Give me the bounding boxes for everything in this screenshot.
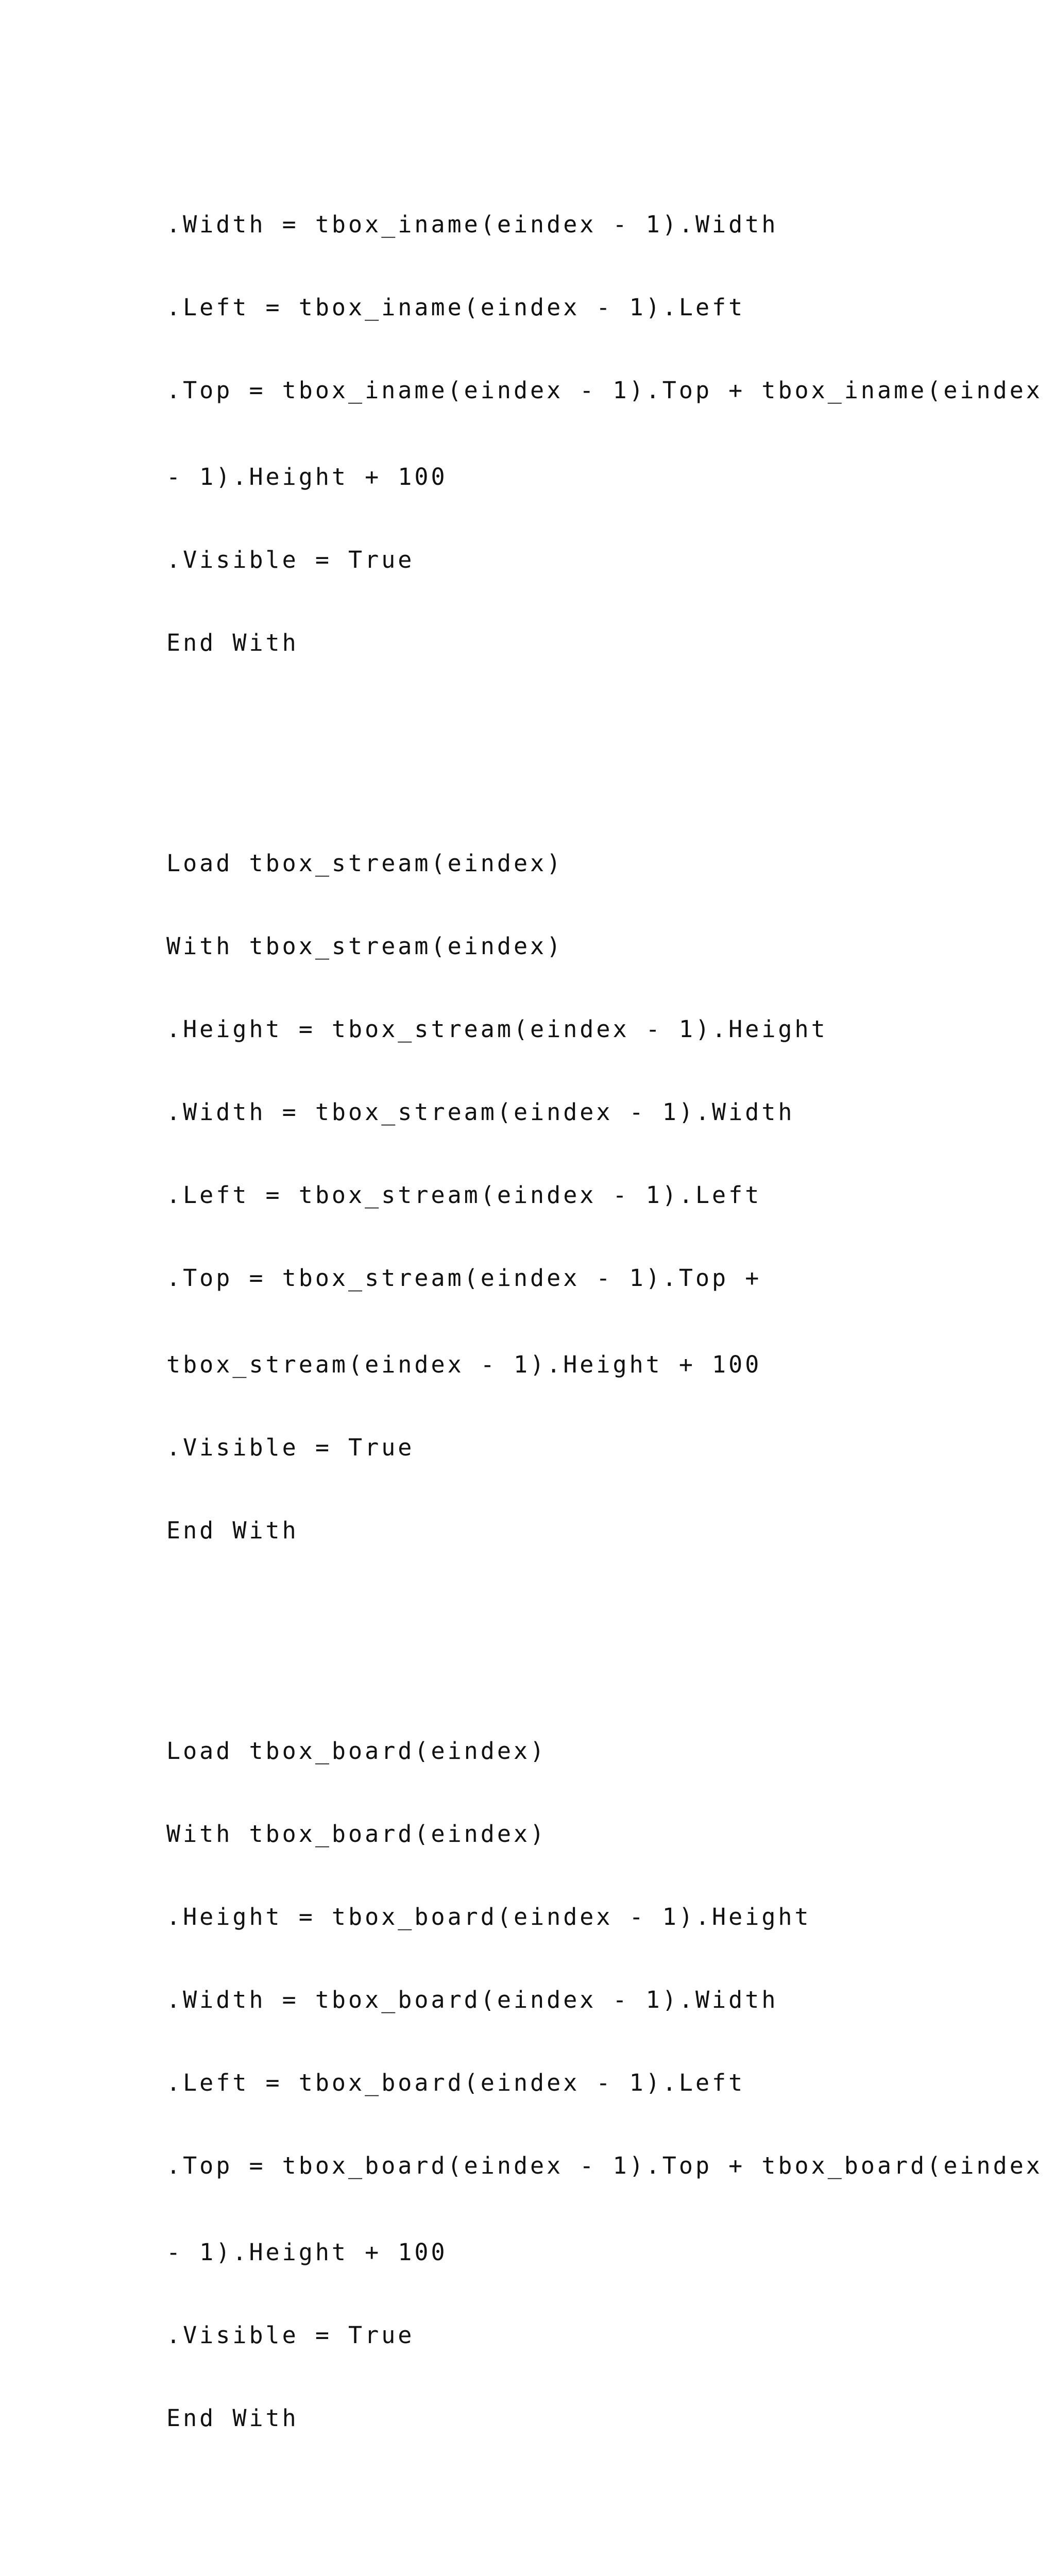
code-line: .Top = tbox_iname(eindex - 1).Top + tbox_iname(eindex	[166, 377, 1043, 404]
code-line: .Height = tbox_board(eindex - 1).Height	[166, 1903, 811, 1930]
code-line: - 1).Height + 100	[166, 2239, 448, 2266]
code-line: .Visible = True	[166, 2321, 415, 2349]
code-line: .Top = tbox_board(eindex - 1).Top + tbox_board(eindex	[166, 2152, 1043, 2179]
code-line: .Width = tbox_iname(eindex - 1).Width	[166, 211, 778, 238]
code-line: With tbox_stream(eindex)	[166, 933, 564, 960]
code-line: Load tbox_stream(eindex)	[166, 850, 564, 877]
code-line: End With	[166, 629, 299, 656]
code-line: End With	[166, 2404, 299, 2432]
code-line: .Visible = True	[166, 546, 415, 573]
code-line: With tbox_board(eindex)	[166, 1820, 547, 1848]
code-line: .Top = tbox_stream(eindex - 1).Top +	[166, 1264, 762, 1292]
code-line: Load tbox_board(eindex)	[166, 1737, 547, 1765]
code-listing	[166, 101, 1043, 2576]
code-line: tbox_stream(eindex - 1).Height + 100	[166, 1351, 762, 1378]
code-line: .Width = tbox_stream(eindex - 1).Width	[166, 1098, 795, 1126]
code-line: - 1).Height + 100	[166, 463, 448, 490]
code-line: .Width = tbox_board(eindex - 1).Width	[166, 1986, 778, 2013]
code-line: .Left = tbox_stream(eindex - 1).Left	[166, 1181, 762, 1209]
code-line: .Height = tbox_stream(eindex - 1).Height	[166, 1015, 828, 1043]
blank-line	[166, 711, 970, 740]
code-line: End With	[166, 1517, 299, 1544]
blank-line	[166, 1599, 970, 1628]
blank-line	[166, 2487, 970, 2515]
code-line: .Visible = True	[166, 1434, 415, 1461]
code-line: .Left = tbox_iname(eindex - 1).Left	[166, 294, 745, 321]
code-line: .Left = tbox_board(eindex - 1).Left	[166, 2069, 745, 2096]
